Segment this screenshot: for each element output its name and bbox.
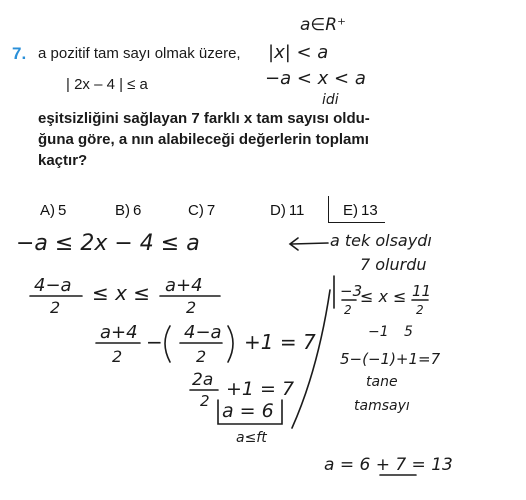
svg-text:4−a: 4−a [184,322,222,343]
step6-note: a≤ft [236,430,267,446]
choice-value: 11 [288,202,305,219]
choice-letter: E) [343,202,358,219]
step5-result: a = 6 [222,400,274,422]
svg-text:+1 = 7: +1 = 7 [244,330,316,354]
separator-stroke [292,290,330,428]
count-tane: tane [366,374,398,390]
svg-text:−3: −3 [340,282,363,300]
note-range: −a < x < a [265,68,366,89]
svg-text:2: 2 [200,392,210,410]
choice-value: 7 [206,202,216,219]
question-number: 7. [12,44,27,63]
svg-text:−: − [146,330,163,354]
svg-text:+1 = 7: +1 = 7 [226,378,295,400]
svg-text:−1: −1 [368,324,389,340]
svg-text:5: 5 [404,324,413,340]
svg-text:a+4: a+4 [100,322,138,343]
svg-text:2: 2 [416,303,424,317]
note-abs-x: |x| < a [268,42,329,63]
arrow-icon [290,238,328,250]
note-odd-line1: a tek olsaydı [330,231,432,250]
choice-value: 5 [58,202,67,219]
step2-right-numerator: a+4 [165,275,203,296]
step2-middle: ≤ x ≤ [92,281,151,305]
question-body-line: ğuna göre, a nın alabileceği değerlerin toplamı [38,131,369,148]
svg-text:11: 11 [412,282,432,300]
svg-text:2: 2 [112,347,123,366]
svg-text:2a: 2a [192,370,214,390]
choice-letter: B) [115,202,130,219]
step2-right-denominator: 2 [186,298,197,317]
final-answer: a = 6 + 7 = 13 [324,455,453,475]
choice-letter: C) [188,202,204,219]
question-intro: a pozitif tam sayı olmak üzere, [38,45,241,62]
choice-letter: A) [40,202,55,219]
question-body-line: eşitsizliğini sağlayan 7 farklı x tam sayısı oldu- [38,110,370,127]
count-tamsayi: tamsayı [354,398,410,414]
note-odd-line2: 7 olurdu [360,255,427,274]
svg-text:2: 2 [344,303,352,317]
svg-text:2: 2 [196,347,207,366]
count-formula: 5−(−1)+1=7 [340,350,441,368]
choice-value: 13 [361,202,378,219]
question-body-line: kaçtır? [38,152,88,169]
choice-letter: D) [270,202,286,219]
step3-equation [96,322,316,366]
step2-left-denominator: 2 [50,298,61,317]
step-inequality: −a ≤ 2x − 4 ≤ a [16,231,200,256]
choice-value: 6 [133,202,142,219]
side-calculation [340,282,441,414]
svg-text:≤ x ≤: ≤ x ≤ [360,287,407,306]
note-a-positive: a∈R⁺ [300,15,347,35]
note-idi: idi [322,92,339,108]
step2-left-numerator: 4−a [34,275,72,296]
question-inequality: | 2x – 4 | ≤ a [66,76,148,93]
